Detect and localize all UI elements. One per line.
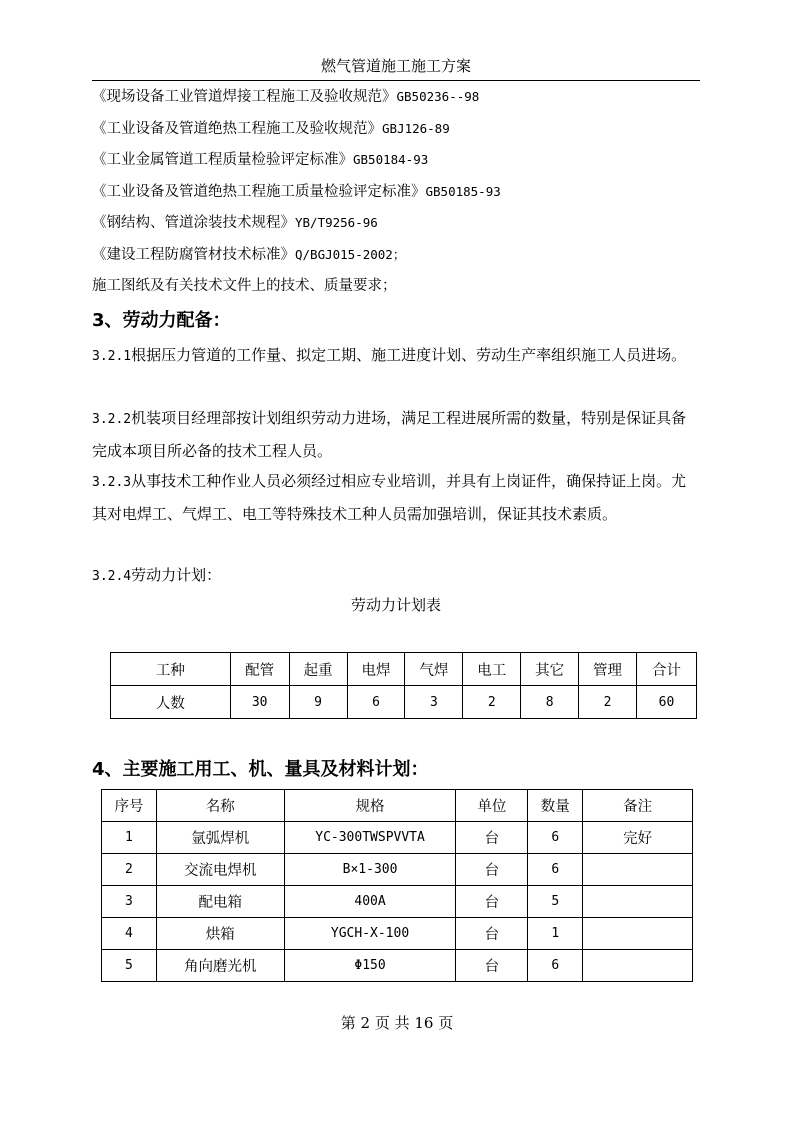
table-cell: YC-300TWSPVVTA — [284, 822, 456, 854]
labor-table-caption: 劳动力计划表 — [350, 596, 441, 614]
table-header-cell: 合计 — [636, 653, 696, 686]
table-cell: 6 — [528, 950, 583, 982]
table-cell: 5 — [102, 950, 157, 982]
standards-list — [92, 86, 712, 307]
equipment-table — [101, 789, 693, 982]
table-row — [102, 886, 693, 918]
table-cell: 完好 — [583, 822, 693, 854]
table-cell: 5 — [528, 886, 583, 918]
table-cell: 配电箱 — [156, 886, 284, 918]
page-header — [92, 52, 700, 81]
standard-line: 《工业金属管道工程质量检验评定标准》GB50184-93 — [92, 152, 429, 168]
table-cell: 3 — [405, 686, 463, 719]
table-header-cell: 电焊 — [347, 653, 405, 686]
table-cell: 4 — [102, 918, 157, 950]
table-header-row — [102, 790, 693, 822]
paragraph-3-2-4: 3.2.4劳动力计划： — [92, 566, 222, 584]
table-cell: Φ150 — [284, 950, 456, 982]
standard-line: 《钢结构、管道涂装技术规程》YB/T9256-96 — [92, 215, 378, 231]
table-cell: 400A — [284, 886, 456, 918]
standard-line: 施工图纸及有关技术文件上的技术、质量要求； — [92, 278, 397, 294]
table-cell: 6 — [528, 822, 583, 854]
table-header-cell: 其它 — [521, 653, 579, 686]
table-row — [102, 854, 693, 886]
table-cell: 3 — [102, 886, 157, 918]
table-cell: 台 — [456, 822, 528, 854]
table-cell: 角向磨光机 — [156, 950, 284, 982]
paragraph-3-2-3: 3.2.3从事技术工种作业人员必须经过相应专业培训，并具有上岗证件，确保持证上岗。尤其对电焊工、气焊工、电工等特殊技术工种人员需加强培训，保证其技术素质。 — [92, 472, 687, 523]
table-row — [102, 918, 693, 950]
table-cell — [583, 950, 693, 982]
table-header-cell: 管理 — [579, 653, 637, 686]
table-cell: 台 — [456, 950, 528, 982]
table-cell: 8 — [521, 686, 579, 719]
table-cell: 9 — [289, 686, 347, 719]
table-header-cell: 数量 — [528, 790, 583, 822]
table-cell: 台 — [456, 854, 528, 886]
footer-suffix: 页 — [438, 1014, 454, 1032]
table-header-cell: 单位 — [456, 790, 528, 822]
table-cell: 交流电焊机 — [156, 854, 284, 886]
table-row — [102, 950, 693, 982]
section-4-title: 4、主要施工用工、机、量具及材料计划： — [92, 759, 429, 780]
table-cell: 2 — [579, 686, 637, 719]
table-cell: 60 — [636, 686, 696, 719]
table-row — [111, 686, 697, 719]
table-cell: 30 — [230, 686, 289, 719]
standard-line: 《建设工程防腐管材技术标准》Q/BGJ015-2002； — [92, 246, 406, 263]
table-header-cell: 配管 — [230, 653, 289, 686]
labor-plan-table — [110, 652, 697, 719]
table-header-cell: 工种 — [111, 653, 231, 686]
table-cell: 2 — [102, 854, 157, 886]
table-header-cell: 规格 — [284, 790, 456, 822]
paragraph-3-2-1: 3.2.1根据压力管道的工作量、拟定工期、施工进度计划、劳动生产率组织施工人员进场。 — [92, 346, 687, 364]
table-header-cell: 序号 — [102, 790, 157, 822]
page-footer — [0, 1012, 794, 1034]
paragraph-3-2-2: 3.2.2机装项目经理部按计划组织劳动力进场，满足工程进展所需的数量，特别是保证具备完成本项目所必备的技术工程人员。 — [92, 409, 687, 460]
table-cell: 1 — [528, 918, 583, 950]
table-cell — [583, 918, 693, 950]
table-header-cell: 备注 — [583, 790, 693, 822]
standard-line: 《工业设备及管道绝热工程施工质量检验评定标准》GB50185-93 — [92, 183, 501, 200]
table-cell: 氩弧焊机 — [156, 822, 284, 854]
table-cell: 烘箱 — [156, 918, 284, 950]
footer-prefix: 第 — [340, 1014, 356, 1032]
table-cell: 2 — [463, 686, 521, 719]
table-cell: YGCH-X-100 — [284, 918, 456, 950]
table-cell: B×1-300 — [284, 854, 456, 886]
table-cell: 6 — [528, 854, 583, 886]
document-title: 燃气管道施工施工方案 — [320, 57, 471, 75]
page-number: 2 — [360, 1014, 371, 1032]
table-cell: 1 — [102, 822, 157, 854]
table-cell — [583, 886, 693, 918]
table-header-cell: 名称 — [156, 790, 284, 822]
section-3-title: 3、劳动力配备： — [92, 310, 231, 331]
table-header-row — [111, 653, 697, 686]
footer-middle: 页 共 — [374, 1014, 410, 1032]
standard-line: 《现场设备工业管道焊接工程施工及验收规范》GB50236--98 — [92, 89, 480, 105]
table-header-cell: 气焊 — [405, 653, 463, 686]
table-cell — [583, 854, 693, 886]
table-cell: 人数 — [111, 686, 231, 719]
standard-line: 《工业设备及管道绝热工程施工及验收规范》GBJ126-89 — [92, 120, 450, 137]
table-row — [102, 822, 693, 854]
total-pages: 16 — [414, 1014, 434, 1032]
table-cell: 6 — [347, 686, 405, 719]
table-cell: 台 — [456, 886, 528, 918]
table-header-cell: 电工 — [463, 653, 521, 686]
table-header-cell: 起重 — [289, 653, 347, 686]
table-cell: 台 — [456, 918, 528, 950]
